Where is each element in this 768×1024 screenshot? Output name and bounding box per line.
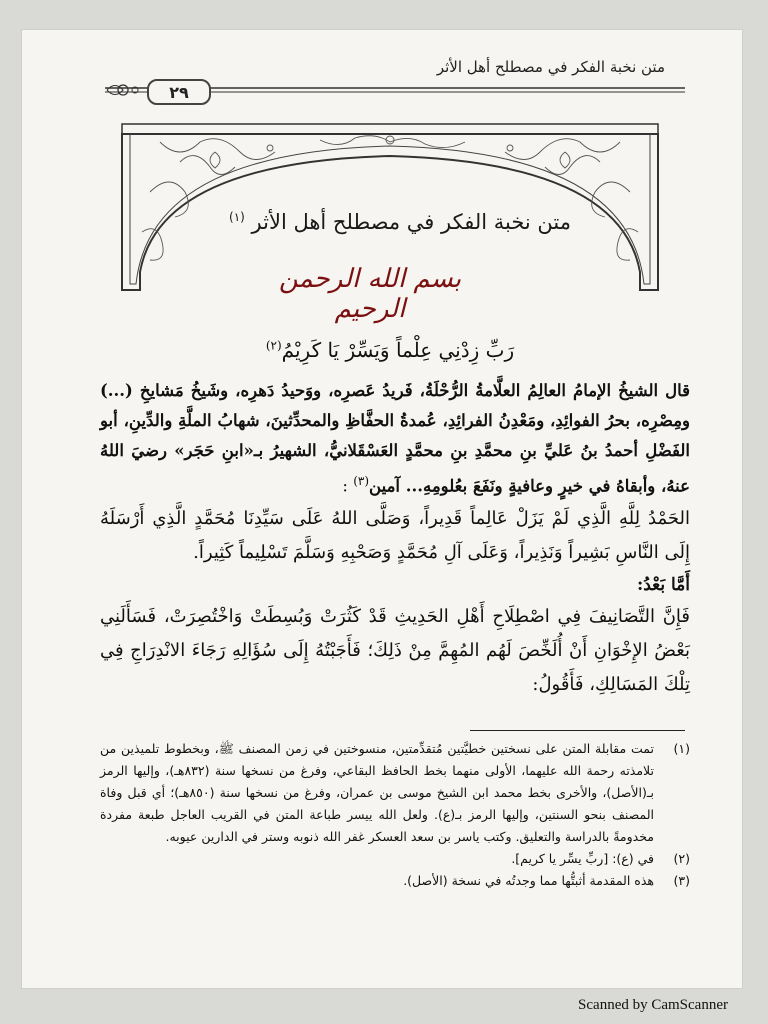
footnote-number: (١) — [673, 741, 690, 756]
main-title-footnote-marker: (١) — [229, 210, 245, 224]
body-text — [100, 376, 690, 702]
invocation-footnote-marker: (٢) — [265, 338, 282, 353]
basmala-calligraphy: بسم الله الرحمن الرحيم — [278, 264, 462, 324]
scanner-watermark: Scanned by CamScanner — [578, 997, 728, 1013]
main-paragraph: فَإِنَّ التَّصَانِيفَ فِي اصْطِلَاحِ أَهْلِ الحَدِيثِ قَدْ كَثُرَتْ وَبُسِطَتْ وَاخْتُصِرَتْ، فَسَأَلَنِي بَعْضُ الإِخْوَانِ أَنْ أُلَخِّصَ لَهُم المُهِمَّ مِنْ ذَلِكَ؛ فَأَجَبْتُهُ إِلَى سُؤَالِهِ رَجَاءَ الانْدِرَاجِ فِي تِلْكَ المَسَالِكِ، فَأَقُولُ: — [100, 605, 690, 695]
page-number: ٢٩ — [147, 79, 211, 105]
invocation-line — [240, 338, 540, 362]
header-title: متن نخبة الفكر في مصطلح أهل الأثر — [436, 58, 665, 76]
footnotes — [100, 738, 690, 892]
main-title — [210, 210, 590, 234]
footnote-text: تمت مقابلة المتن على نسختين خطيَّتين مُتقدِّمتين، منسوختين في زمن المصنف ﷺ، وبخطوط تلميذين من تلامذته رحمة الله عليهما، الأولى منهما بخط الحافظ البقاعي، وفرغ من نسخها سنة (٨٣٢هـ)، وإليها الرمز بـ(الأصل)، والأخرى بخط محمد ابن الشيخ موسى بن عمران، وفرغ من نسخها سنة (٨٥٠هـ)؛ أي قبل وفاة المصنف بنحو السنتين، وإليها الرمز بـ(ع). ولعل الله ييسر طباعة المتن في القريب العاجل طبعة مفردة مخدومةً بالدراسة والتعليق. وكتب ياسر بن سعد العسكر غفر الله ذنوبه وستر في الدارين عيوبه. — [100, 741, 654, 844]
footnote-text: في (ع): [ربِّ يسِّر يا كريم]. — [511, 851, 654, 866]
main-title-text: متن نخبة الفكر في مصطلح أهل الأثر — [251, 210, 571, 234]
intro-paragraph: قال الشيخُ الإمامُ العالِمُ العلَّامةُ الرُّحْلَةُ، فَريدُ عَصرِه، ووَحيدُ دَهرِه، وشَيخُ مَشايخِ (...) ومِصْرِه، بحرُ الفوائِدِ، ومَعْدِنُ الفرائِدِ، عُمدةُ الحفَّاظِ والمحدِّثينَ، شهابُ الملَّةِ والدِّينِ، أبو الفَضْلِ أحمدُ بنُ عَليِّ بنِ محمَّدِ بنِ محمَّدٍ العَسْقَلانيُّ، الشهيرُ بـ«ابنِ حَجَر» رضيَ اللهُ عنهُ، وأبقاهُ في خيرٍ وعافيةٍ ونَفَعَ بعُلومِهِ... آمين$^{(٣)}$ : — [100, 381, 690, 496]
footnote-number: (٣) — [673, 873, 690, 888]
intro-footnote-marker: (٣) — [353, 474, 370, 488]
footnote-1 — [100, 738, 690, 848]
footnote-2 — [100, 848, 690, 870]
footnote-number: (٢) — [673, 851, 690, 866]
footnote-3 — [100, 870, 690, 892]
running-header — [105, 56, 685, 116]
amma-heading: أَمَّا بَعْدُ: — [636, 574, 690, 595]
invocation-text: رَبِّ زِدْنِي عِلْماً وَيَسِّرْ يَا كَرِيْمُ — [281, 338, 515, 362]
footnote-text: هذه المقدمة أثبتُّها مما وجدتُه في نسخة (الأصل). — [403, 873, 654, 888]
hamd-paragraph: الحَمْدُ لِلَّهِ الَّذِي لَمْ يَزَلْ عَالِماً قَدِيراً، وَصَلَّى اللهُ عَلَى سَيِّدِنَا مُحَمَّدٍ الَّذِي أَرْسَلَهُ إِلَى النَّاسِ بَشِيراً وَنَذِيراً، وَعَلَى آلِ مُحَمَّدٍ وَصَحْبِهِ وَسَلَّمَ تَسْلِيماً كَثِيراً. — [100, 507, 690, 563]
footnote-separator — [470, 730, 685, 731]
intro-paragraph-text: قال الشيخُ الإمامُ العالِمُ العلَّامةُ الرُّحْلَةُ، فَريدُ عَصرِه، ووَحيدُ دَهرِه، وشَيخُ مَشايخِ (...) ومِصْرِه، بحرُ الفوائِدِ، ومَعْدِنُ الفرائِدِ، عُمدةُ الحفَّاظِ والمحدِّثينَ، شهابُ الملَّةِ والدِّينِ، أبو الفَضْلِ أحمدُ بنُ عَليِّ بنِ محمَّدِ بنِ محمَّدٍ العَسْقَلانيُّ، الشهيرُ بـ«ابنِ حَجَر» رضيَ اللهُ عنهُ، وأبقاهُ في خيرٍ وعافيةٍ ونَفَعَ بعُلومِهِ... آمين — [100, 381, 690, 496]
